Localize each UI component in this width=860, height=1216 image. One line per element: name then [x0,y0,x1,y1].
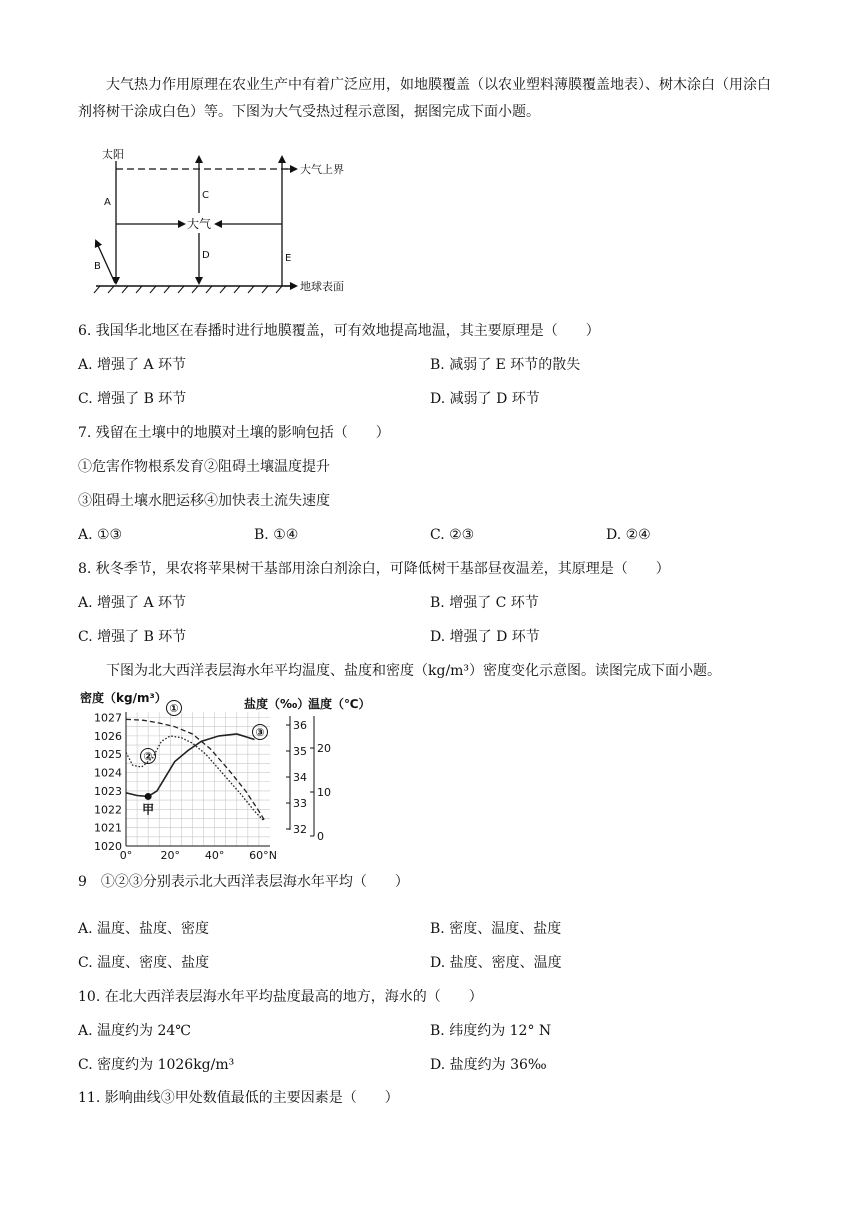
q7-statement-line-1: ①危害作物根系发育②阻碍土壤温度提升 [78,459,330,475]
q10-option-a[interactable]: A. 温度约为 24℃ [78,1023,191,1039]
salinity-tick-label: 33 [293,797,307,810]
q7-option-c[interactable]: C. ②③ [430,527,475,543]
label-D: D [202,250,210,261]
q11-stem: 11. 影响曲线③甲处数值最低的主要因素是（ ） [78,1090,399,1106]
q10-option-d[interactable]: D. 盐度约为 36‰ [430,1057,547,1073]
q9-option-d[interactable]: D. 盐度、密度、温度 [430,955,562,971]
q9-option-a[interactable]: A. 温度、盐度、密度 [78,921,210,937]
top-boundary-label: 大气上界 [300,163,344,176]
density-tick-label: 1020 [94,840,122,853]
ground-label: 地球表面 [300,280,344,293]
q6-option-d[interactable]: D. 减弱了 D 环节 [430,391,540,407]
q8-option-c[interactable]: C. 增强了 B 环节 [78,629,187,645]
label-C: C [202,190,209,201]
q7-stem: 7. 残留在土壤中的地膜对土壤的影响包括（ ） [78,425,390,441]
intro-paragraph-1: 大气热力作用原理在农业生产中有着广泛应用，如地膜覆盖（以农业塑料薄膜覆盖地表）、树木涂白（用涂白剂将树干涂成白色）等。下图为大气受热过程示意图，据图完成下面小题。 [78,77,771,120]
x-tick-label: 40° [204,849,225,862]
x-tick-label: 60° [249,849,269,862]
density-tick-label: 1021 [94,821,122,835]
x-tick-label: 0° [119,849,133,862]
q7-option-b[interactable]: B. ①④ [254,527,299,543]
q10-option-c[interactable]: C. 密度约为 1026kg/m³ [78,1057,235,1073]
atmosphere-label: 大气 [187,217,212,231]
label-B: B [94,261,101,272]
salinity-tick-label: 35 [293,745,307,758]
q9-stem: 9 ①②③分别表示北大西洋表层海水年平均（ ） [78,874,409,890]
x-tick-label: N [268,849,278,862]
density-tick-label: 1023 [94,784,122,798]
q6-option-c[interactable]: C. 增强了 B 环节 [78,391,187,407]
label-A: A [104,197,111,208]
density-tick-label: 1025 [94,748,122,762]
salinity-tick-label: 36 [293,719,307,732]
salinity-axis-label: 盐度（‰） [244,697,310,711]
point-jia-marker [145,793,152,800]
q8-stem: 8. 秋冬季节，果农将苹果树干基部用涂白剂涂白，可降低树干基部昼夜温差，其原理是（ ） [78,561,670,577]
series-label: ① [169,702,179,715]
density-tick-label: 1026 [94,729,122,743]
q6-option-b[interactable]: B. 减弱了 E 环节的散失 [430,357,581,373]
density-tick-label: 1024 [94,766,122,780]
series-label: ② [143,750,153,763]
series-line-3 [126,734,255,796]
left-axis-label: 密度（kg/m³） [80,691,167,705]
x-tick-label: 20° [160,849,181,862]
ground-hatching [94,286,282,293]
q7-statement-line-2: ③阻碍土壤水肥运移④加快表土流失速度 [78,493,330,509]
density-tick-label: 1027 [94,711,122,725]
sun-label: 太阳 [102,148,124,161]
q8-option-d[interactable]: D. 增强了 D 环节 [430,629,540,645]
q10-option-b[interactable]: B. 纬度约为 12° N [430,1023,552,1039]
point-jia-label: 甲 [142,802,155,817]
temperature-tick-label: 0 [317,830,324,843]
label-E: E [285,253,292,264]
q6-stem: 6. 我国华北地区在春播时进行地膜覆盖，可有效地提高地温，其主要原理是（ ） [78,323,600,339]
temperature-axis-label: 温度（℃） [308,697,371,711]
q7-option-d[interactable]: D. ②④ [606,527,651,543]
q8-option-a[interactable]: A. 增强了 A 环节 [78,595,187,611]
q10-stem: 10. 在北大西洋表层海水年平均盐度最高的地方，海水的（ ） [78,989,483,1005]
temperature-tick-label: 10 [317,786,331,799]
temperature-tick-label: 20 [317,742,331,755]
q6-option-a[interactable]: A. 增强了 A 环节 [78,357,187,373]
series-label: ③ [255,726,265,739]
q9-option-c[interactable]: C. 温度、密度、盐度 [78,955,210,971]
q9-option-b[interactable]: B. 密度、温度、盐度 [430,921,562,937]
q8-option-b[interactable]: B. 增强了 C 环节 [430,595,539,611]
salinity-tick-label: 34 [293,771,307,784]
q7-option-a[interactable]: A. ①③ [78,527,123,543]
salinity-tick-label: 32 [293,823,307,836]
density-tick-label: 1022 [94,803,122,817]
atmosphere-heating-diagram [88,143,368,295]
intro-paragraph-2: 下图为北大西洋表层海水年平均温度、盐度和密度（kg/m³）密度变化示意图。读图完成下面小题。 [106,663,722,679]
north-atlantic-chart [74,686,394,866]
